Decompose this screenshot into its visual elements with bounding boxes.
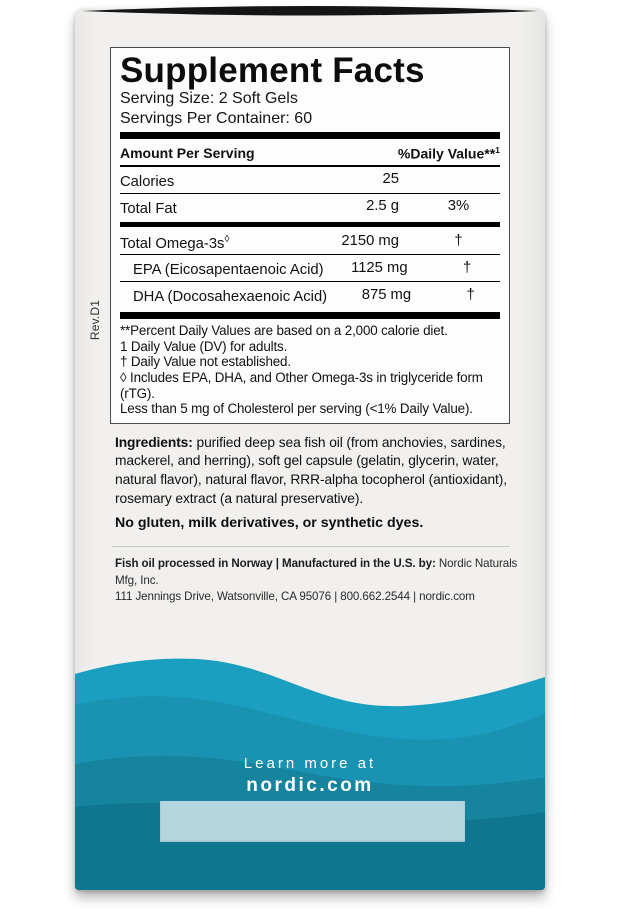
manufacturer-info: [115, 556, 519, 606]
ingredients-paragraph: [115, 434, 513, 508]
nutrient-daily-value: 3%: [447, 198, 470, 215]
lozenge-footnote-marker: ◊: [224, 233, 230, 245]
manufacturer-address: 111 Jennings Drive, Watsonville, CA 95076 | 800.662.2544 | nordic.com: [115, 590, 475, 604]
wave-footer: [75, 650, 545, 890]
daily-value-footnote-marker: 1: [495, 145, 500, 155]
thin-divider: [112, 546, 510, 547]
thick-divider: [120, 132, 500, 139]
table-row-calories: [120, 167, 500, 194]
nutrient-amount: 2.5 g: [366, 198, 399, 215]
amount-per-serving-header: Amount Per Serving: [120, 145, 255, 161]
learn-more-text: Learn more at: [243, 755, 377, 772]
table-row-total-fat: [120, 194, 500, 220]
servings-per-container-text: Servings Per Container: 60: [120, 109, 313, 127]
nutrient-name: EPA (Eicosapentaenoic Acid): [133, 262, 324, 279]
footnote-line: Less than 5 mg of Cholesterol per serving (<1% Daily Value).: [120, 401, 473, 417]
wave-footer-text: [75, 754, 545, 797]
allergen-statement: No gluten, milk derivatives, or synthetic dyes.: [115, 515, 424, 532]
nutrient-amount: 1125 mg: [351, 259, 408, 276]
nutrient-name: DHA (Docosahexaenoic Acid): [133, 289, 328, 306]
table-row-total-omega3s: [120, 229, 500, 256]
supplement-facts-title: Supplement Facts: [120, 51, 425, 90]
nutrient-amount: 2150 mg: [341, 232, 399, 249]
daily-value-header: %Daily Value**$^1$: [397, 145, 500, 162]
nutrient-daily-value: †: [462, 259, 472, 276]
nutrient-name: Total Omega-3s◊: [120, 233, 230, 252]
footnote-line: † Daily Value not established.: [120, 354, 291, 370]
box-lid-opening: [78, 2, 542, 20]
blank-upc-placeholder: [160, 801, 465, 842]
serving-size-text: Serving Size: 2 Soft Gels: [120, 90, 298, 107]
footnotes-block: [120, 323, 500, 417]
table-row-dha: [120, 282, 500, 308]
nutrient-name: Calories: [120, 173, 175, 190]
supplement-facts-panel: [110, 47, 510, 424]
manufacturer-name: Nordic Naturals Mfg, Inc.: [115, 557, 518, 587]
table-row-epa: [120, 255, 500, 282]
nutrient-daily-value: †: [454, 232, 463, 249]
nutrient-amount: 875 mg: [361, 286, 412, 303]
footnote-line: ◊ Includes EPA, DHA, and Other Omega-3s in triglyceride form (rTG).: [120, 370, 483, 401]
thick-divider: [120, 312, 500, 319]
footnote-line: 1 Daily Value (DV) for adults.: [120, 338, 288, 354]
footnote-line: **Percent Daily Values are based on a 2,000 calorie diet.: [120, 323, 448, 339]
carton-back-panel: [75, 8, 545, 890]
manufacturer-origin: Fish oil processed in Norway | Manufactured in the U.S. by:: [115, 557, 439, 571]
ingredients-text: purified deep sea fish oil (from anchovies, sardines, mackerel, and herring), soft gel capsule (gelatin, glycerin, water, natural flavor), natural flavor, RRR-alpha tocopherol (antioxidant), rosemary extract (a natural preservative).: [115, 434, 507, 506]
nutrient-amount: 25: [382, 171, 399, 188]
nutrient-name: Total Fat: [120, 200, 177, 217]
nutrient-daily-value: †: [466, 286, 475, 303]
ingredients-label: Ingredients:: [115, 434, 197, 450]
website-text: nordic.com: [246, 775, 374, 796]
revision-code: Rev.D1: [88, 299, 102, 341]
thick-divider: [120, 222, 500, 227]
column-header-row: [120, 143, 500, 167]
